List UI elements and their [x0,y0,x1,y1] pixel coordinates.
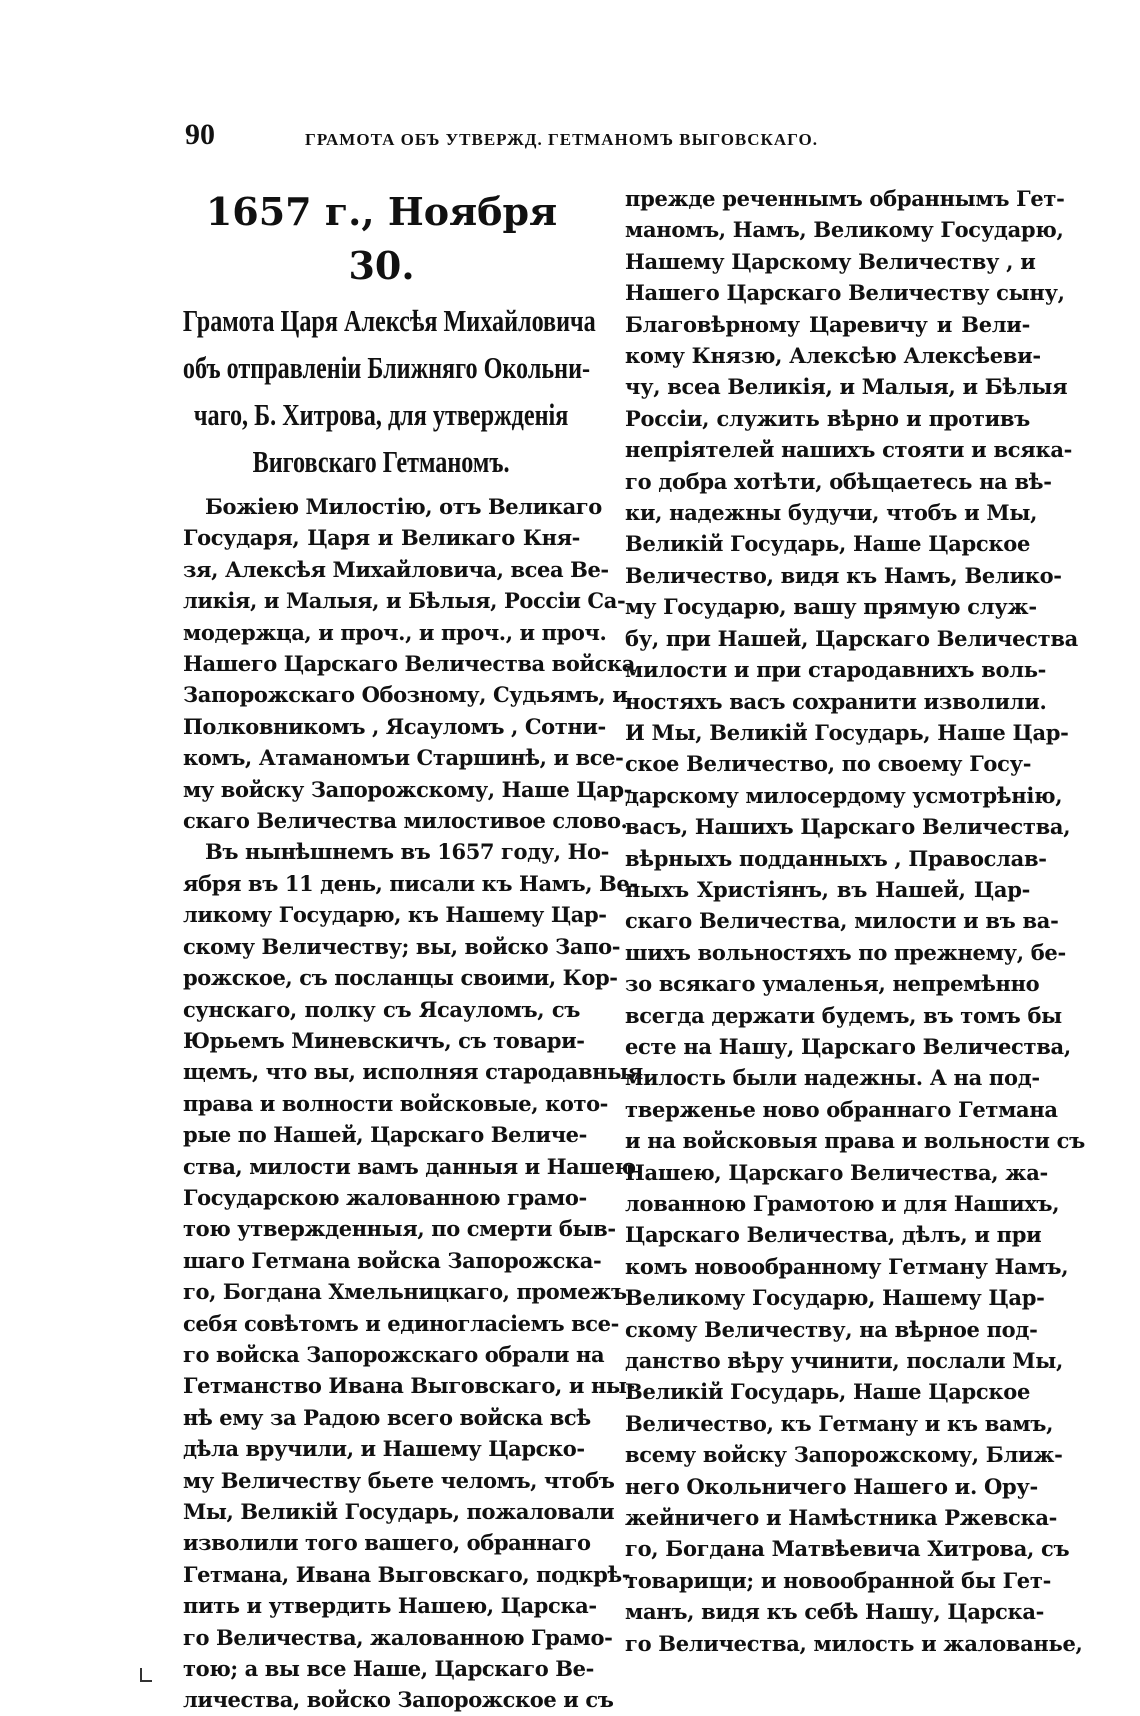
text-line: всегда держати будемъ, въ томъ бы [625,1002,1062,1028]
text-line: маномъ, Намъ, Великому Государю, [625,217,1064,243]
text-line: го, Богдана Хмельницкаго, промежъ [183,1279,627,1305]
text-line: ныхъ Христіянъ, въ Нашей, Цар- [625,876,1030,902]
text-line: Полковникомъ , Ясауломъ , Сотни- [183,713,606,739]
text-line: Юрьемъ Миневскичъ, съ товари- [183,1027,585,1053]
text-line: данство вѣру учинити, послали Мы, [625,1348,1064,1374]
text-line: И Мы, Великій Государь, Наше Цар- [625,719,1069,745]
page-header [185,118,1045,158]
text-line: есте на Нашу, Царскаго Величества, [625,1033,1071,1059]
text-line: Государскою жалованною грамо- [183,1184,587,1210]
text-line: рожское, съ посланцы своими, Кор- [183,965,618,991]
text-line: Благовѣрному Царевичу и Вели- [625,311,1030,337]
text-line: тою утвержденныя, по смерти быв- [183,1216,616,1242]
text-line: шаго Гетмана войска Запорожска- [183,1247,602,1273]
text-line: нѣ ему за Радою всего войска всѣ [183,1404,591,1430]
right-column [625,183,1085,1659]
text-line: жейничего и Намѣстника Ржевска- [625,1505,1058,1531]
text-line: му Величеству бьете челомъ, чтобъ [183,1467,615,1493]
text-line: скаго Величества, милости и въ ва- [625,908,1059,934]
text-line: себя совѣтомъ и единогласіемъ все- [183,1310,619,1336]
text-line: Россіи, служить вѣрно и противъ [625,405,1030,431]
text-line: тою; а вы все Наше, Царскаго Ве- [183,1656,594,1682]
text-line: лованною Грамотою и для Нашихъ, [625,1191,1060,1216]
text-line: Запорожскаго Обозному, Судьямъ, и [183,682,628,708]
right-body-text [625,183,1085,1659]
text-line: ября въ 11 день, писали къ Намъ, Ве- [183,870,638,896]
text-line: го добра хотѣти, обѣщаетесь на вѣ- [625,468,1052,494]
text-line: рые по Нашей, Царскаго Величе- [183,1122,587,1148]
text-line: ское Величество, по своему Госу- [625,751,1032,777]
text-line: Государя, Царя и Великаго Кня- [183,525,580,551]
text-line: Величество, къ Гетману и къ вамъ, [625,1410,1054,1436]
left-body-text [183,491,643,1716]
text-line: личества, войско Запорожское и съ [183,1687,614,1713]
text-line: тверженье ново обраннаго Гетмана [625,1096,1058,1122]
text-line: ликія, и Малыя, и Бѣлыя, Россіи Са- [183,588,626,614]
title-line: объ отправленіи Ближняго Окольни- [183,350,591,385]
text-line: Великій Государь, Наше Царское [625,1379,1031,1405]
text-line: манъ, видя къ себѣ Нашу, Царска- [625,1599,1045,1625]
date-heading: 1657 г., Ноября 30. [205,189,558,288]
text-line: зя, Алексѣя Михайловича, всеа Ве- [183,556,609,582]
text-line: милость были надежны. А на под- [625,1065,1040,1091]
text-line: Величество, видя къ Намъ, Велико- [625,562,1062,588]
text-line: дарскому милосердому усмотрѣнію, [625,782,1063,808]
text-line: ки, надежны будучи, чтобъ и Мы, [625,500,1038,526]
text-line: товарищи; и новообранной бы Гет- [625,1567,1051,1593]
text-line: му Государю, вашу прямую служ- [625,594,1037,620]
text-line: Гетмана, Ивана Выговскаго, подкрѣ- [183,1561,631,1587]
text-line: непріятелей нашихъ стояти и всяка- [625,437,1073,463]
document-title [183,297,597,485]
text-line: милости и при стародавнихъ воль- [625,657,1047,683]
text-line: Нашею, Царскаго Величества, жа- [625,1159,1048,1185]
text-line: го войска Запорожскаго обрали на [183,1341,605,1367]
text-line: вѣрныхъ подданныхъ , Православ- [625,845,1047,871]
text-line: ностяхъ васъ сохранити изволили. [625,688,1047,714]
text-line: шихъ вольностяхъ по прежнему, бе- [625,939,1066,965]
text-line: го, Богдана Матвѣевича Хитрова, съ [625,1536,1070,1562]
text-line: кому Князю, Алексѣю Алексѣеви- [625,343,1041,369]
text-line: ства, милости вамъ данныя и Нашею [183,1153,636,1179]
text-line: прежде реченнымъ обраннымъ Гет- [625,186,1065,211]
left-column [183,185,643,1716]
text-line: Божіею Милостію, отъ Великаго [205,494,602,519]
corner-mark [140,1668,152,1682]
text-line: модержца, и проч., и проч., и проч. [183,619,607,645]
running-head: ГРАМОТА ОБЪ УТВЕРЖД. ГЕТМАНОМЪ ВЫГОВСКАГО. [305,130,819,149]
text-line: комъ, Атаманомъи Старшинѣ, и все- [183,745,624,771]
text-line: бу, при Нашей, Царскаго Величества [625,625,1078,651]
text-line: скому Величеству, на вѣрное под- [625,1316,1038,1342]
text-line: васъ, Нашихъ Царскаго Величества, [625,814,1071,840]
text-line: зо всякаго умаленья, непремѣнно [625,971,1040,997]
text-line: го Величества, жалованною Грамо- [183,1624,613,1650]
text-line: щемъ, что вы, исполняя стародавныя [183,1059,643,1085]
text-line: Великому Государю, Нашему Цар- [625,1285,1045,1311]
text-line: скаго Величества милостивое слово. [183,808,628,834]
text-line: Царскаго Величества, дѣлъ, и при [625,1222,1042,1248]
text-line: Великій Государь, Наше Царское [625,531,1031,557]
title-line: Виговскаго Гетманомъ. [253,444,510,479]
text-line: права и волности войсковые, кото- [183,1090,608,1116]
text-line: сунскаго, полку съ Ясауломъ, съ [183,996,580,1022]
text-line: него Окольничего Нашего и. Ору- [625,1473,1038,1499]
text-line: Нашего Царскаго Величества войска [183,651,635,677]
text-line: пить и утвердить Нашею, Царска- [183,1593,597,1619]
text-line: Нашему Царскому Величеству , и [625,248,1036,274]
text-line: дѣла вручили, и Нашему Царско- [183,1436,585,1462]
title-line: чаго, Б. Хитрова, для утвержденія [194,397,569,432]
page-number: 90 [185,118,215,151]
text-line: му войску Запорожскому, Наше Цар- [183,776,632,802]
text-line: изволили того вашего, обраннаго [183,1530,591,1556]
text-line: комъ новообранному Гетману Намъ, [625,1253,1069,1279]
text-line: Мы, Великій Государь, пожаловали [183,1499,615,1524]
text-line: чу, всеа Великія, и Малыя, и Бѣлыя [625,374,1068,400]
text-line: всему войску Запорожскому, Ближ- [625,1442,1063,1468]
text-line: го Величества, милость и жалованье, [625,1630,1083,1656]
title-line: Грамота Царя Алексѣя Михайловича [183,303,597,338]
text-line: ликому Государю, къ Нашему Цар- [183,902,607,928]
text-line: Нашего Царскаго Величеству сыну, [625,280,1065,306]
text-line: скому Величеству; вы, войско Запо- [183,933,621,959]
text-line: Въ нынѣшнемъ въ 1657 году, Но- [205,839,609,865]
text-line: и на войсковыя права и вольности съ [625,1128,1085,1154]
text-line: Гетманство Ивана Выговскаго, и ны- [183,1373,635,1399]
